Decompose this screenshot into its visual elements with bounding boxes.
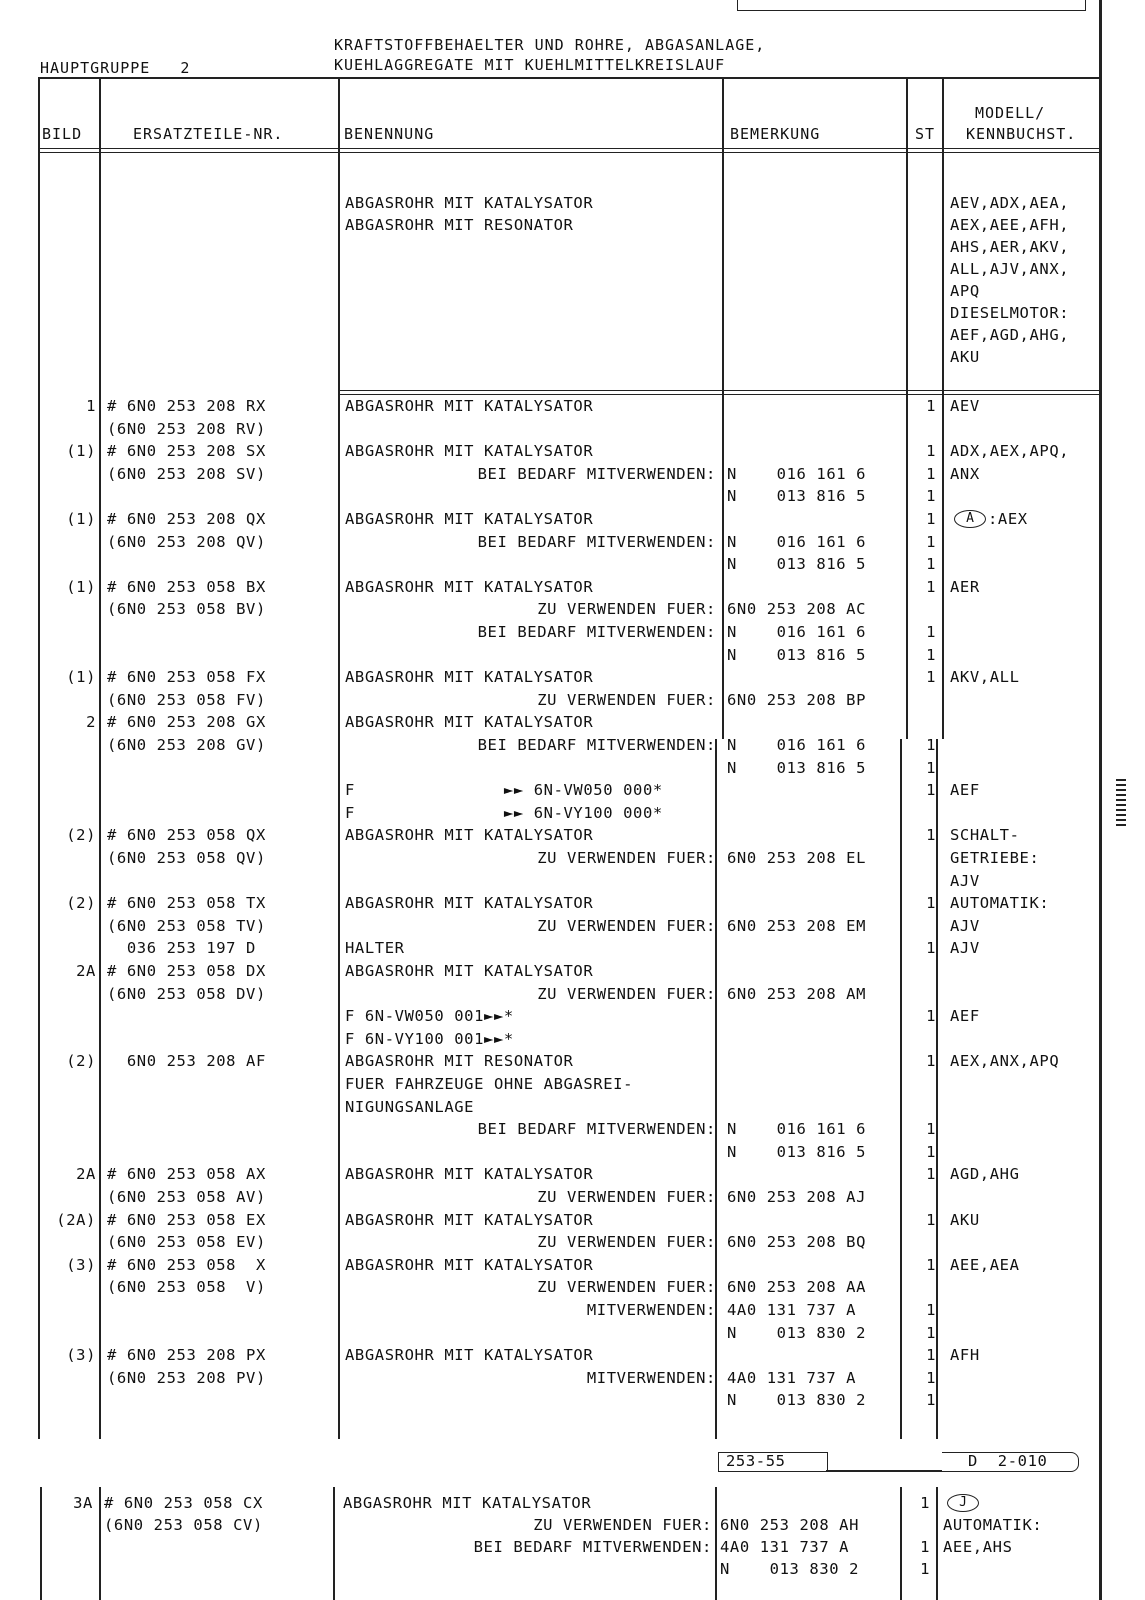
col-bild-header: BILD [42,125,83,143]
row-benennung: FUER FAHRZEUGE OHNE ABGASREI- [345,1075,634,1093]
row-st: 1 [926,758,936,777]
row-st: 1 [926,510,936,528]
row-modell: AJV [950,916,980,935]
row-st: 1 [926,1301,936,1319]
row-benennung: ABGASROHR MIT KATALYSATOR [345,577,594,596]
row-benennung: ABGASROHR MIT KATALYSATOR [345,668,594,687]
row-part-number: # 6N0 253 058 FX [107,668,266,687]
row-benennung: ABGASROHR MIT KATALYSATOR [345,442,594,461]
row-bemerkung: N 013 816 5 [727,645,867,664]
row-benennung: ABGASROHR MIT KATALYSATOR [345,1346,594,1365]
intro-modell: APQ [950,282,980,300]
row-modell: AEX,ANX,APQ [950,1052,1060,1071]
row-st: 1 [926,555,936,574]
row-bemerkung: 6N0 253 208 AH [720,1516,860,1534]
row-bemerkung: N 013 830 2 [720,1560,860,1578]
row-st: 1 [920,1560,930,1578]
row-modell: AKV,ALL [950,668,1020,687]
row-bild: 2 [86,713,96,732]
row-bemerkung: 6N0 253 208 AM [727,984,867,1003]
row-benennung: ZU VERWENDEN FUER: [537,1188,716,1206]
row-bemerkung: 6N0 253 208 EM [727,916,867,935]
row-st: 1 [926,1007,936,1026]
row-benennung: BEI BEDARF MITVERWENDEN: [477,464,716,483]
title-line-2: KUEHLAGGREGATE MIT KUEHLMITTELKREISLAUF [334,56,726,74]
row-modell: ADX,AEX,APQ, [950,442,1070,461]
row-bemerkung: N 016 161 6 [727,736,867,754]
intro-modell: AEF,AGD,AHG, [950,326,1070,344]
row-part-number: (6N0 253 058 V) [107,1278,266,1297]
row-part-number: (6N0 253 058 CV) [104,1516,263,1534]
row-st: 1 [926,668,936,687]
row-st: 1 [926,487,936,506]
row-st: 1 [926,623,936,641]
row-bild: (3) [66,1346,96,1365]
row-part-number: # 6N0 253 208 RX [107,397,266,415]
intro-modell: AEV,ADX,AEA, [950,194,1070,212]
row-bemerkung: N 013 816 5 [727,487,867,506]
row-modell: AEE,AHS [943,1538,1013,1556]
row-modell: AEE,AEA [950,1255,1020,1274]
row-st: 1 [926,645,936,664]
row-benennung: ZU VERWENDEN FUER: [537,1233,716,1252]
row-benennung: BEI BEDARF MITVERWENDEN: [477,1120,716,1139]
row-st: 1 [926,939,936,958]
intro-double-line [338,390,1100,395]
row-modell: AJV [950,871,980,890]
row-st: 1 [926,532,936,551]
row-benennung: ZU VERWENDEN FUER: [537,600,716,619]
row-bemerkung: 6N0 253 208 AJ [727,1188,867,1206]
row-benennung: ABGASROHR MIT KATALYSATOR [345,962,594,980]
top-corner-box [737,0,1086,11]
row-modell: AER [950,577,980,596]
row-modell: AUTOMATIK: [950,894,1050,913]
row-st: 1 [926,1120,936,1139]
row-st: 1 [926,464,936,483]
row-benennung: ABGASROHR MIT KATALYSATOR [345,510,594,528]
row-part-number: (6N0 253 058 AV) [107,1188,266,1206]
row-bild: (1) [66,510,96,528]
row-bemerkung: N 013 830 2 [727,1323,867,1342]
row-benennung: ABGASROHR MIT KATALYSATOR [345,1165,594,1184]
row-bild: (2) [66,1052,96,1071]
intro-modell: DIESELMOTOR: [950,304,1070,322]
row-benennung: BEI BEDARF MITVERWENDEN: [477,736,716,754]
row-bild: (1) [66,442,96,461]
footer-ref: 253-55 [726,1452,786,1470]
row-bemerkung: N 013 816 5 [727,758,867,777]
row-part-number: (6N0 253 058 BV) [107,600,266,619]
col-teilenr-header: ERSATZTEILE-NR. [133,125,284,143]
col-modell-header-1: MODELL/ [975,104,1046,122]
row-st: 1 [926,894,936,913]
row-modell: AJV [950,939,980,958]
row-benennung: HALTER [345,939,405,958]
row-bemerkung: 6N0 253 208 EL [727,849,867,867]
row-st: 1 [926,1346,936,1365]
row-bild: (1) [66,577,96,596]
binding-edge [1116,776,1126,826]
footer-line [826,1470,942,1472]
intro-benennung: ABGASROHR MIT KATALYSATOR [345,194,594,212]
row-bemerkung: N 016 161 6 [727,623,867,641]
header-top-line [38,77,1100,79]
row-benennung: ABGASROHR MIT KATALYSATOR [345,894,594,913]
row-benennung: BEI BEDARF MITVERWENDEN: [477,623,716,641]
row-modell: AGD,AHG [950,1165,1020,1184]
row-st: 1 [926,736,936,754]
row-benennung: ABGASROHR MIT KATALYSATOR [345,826,594,845]
row-st: 1 [926,397,936,415]
row-bemerkung: N 016 161 6 [727,464,867,483]
col-bemerkung-header: BEMERKUNG [730,125,821,143]
row-part-number: (6N0 253 058 FV) [107,690,266,709]
row-benennung: ZU VERWENDEN FUER: [533,1516,712,1534]
row-modell: AFH [950,1346,980,1365]
row-st: 1 [926,1142,936,1161]
row-modell: :AEX [988,510,1028,528]
row-part-number: # 6N0 253 208 GX [107,713,266,732]
row-bild: (2A) [56,1210,96,1229]
row-benennung: F 6N-VY100 001►►* [345,1029,514,1048]
row-benennung: ZU VERWENDEN FUER: [537,849,716,867]
row-part-number: (6N0 253 208 QV) [107,532,266,551]
row-bild: 1 [86,397,96,415]
row-bemerkung: 6N0 253 208 BP [727,690,867,709]
row-part-number: # 6N0 253 058 DX [107,962,266,980]
row-part-number: # 6N0 253 058 X [107,1255,266,1274]
row-part-number: (6N0 253 058 QV) [107,849,266,867]
row-st: 1 [926,1391,936,1410]
row-bild: (2) [66,826,96,845]
divider-st-2 [936,739,938,1439]
row-st: 1 [926,577,936,596]
row-bemerkung: N 013 816 5 [727,1142,867,1161]
row-part-number: # 6N0 253 208 SX [107,442,266,461]
row-part-number: (6N0 253 208 GV) [107,736,266,754]
row-bemerkung: N 013 830 2 [727,1391,867,1410]
row-modell: GETRIEBE: [950,849,1040,867]
row-part-number: (6N0 253 208 SV) [107,464,266,483]
row-bild: 3A [73,1494,93,1512]
row-bemerkung: 4A0 131 737 A [727,1301,857,1319]
row-bemerkung: 4A0 131 737 A [727,1368,857,1387]
hauptgruppe-label: HAUPTGRUPPE 2 [40,59,191,77]
row-bemerkung: 4A0 131 737 A [720,1538,850,1556]
row-bemerkung: N 016 161 6 [727,1120,867,1139]
intro-modell: AHS,AER,AKV, [950,238,1070,256]
col-st-header: ST [915,125,936,143]
row-st: 1 [926,1165,936,1184]
circled-letter: A [954,510,986,528]
row-st: 1 [926,1255,936,1274]
row-part-number: # 6N0 253 058 QX [107,826,266,845]
row-benennung: BEI BEDARF MITVERWENDEN: [473,1538,712,1556]
footer-page: D 2-010 [968,1452,1048,1470]
divider-st [942,77,944,739]
row-st: 1 [926,1368,936,1387]
row-part-number: (6N0 253 208 RV) [107,419,266,438]
row-part-number: (6N0 253 208 PV) [107,1368,266,1387]
row-part-number: # 6N0 253 208 PX [107,1346,266,1365]
row-st: 1 [926,1210,936,1229]
row-bild: (3) [66,1255,96,1274]
row-part-number: 6N0 253 208 AF [107,1052,266,1071]
page-right-border [1099,0,1102,1600]
row-benennung: ZU VERWENDEN FUER: [537,690,716,709]
row-part-number: # 6N0 253 208 QX [107,510,266,528]
row-benennung: ABGASROHR MIT KATALYSATOR [343,1494,592,1512]
row-bemerkung: 6N0 253 208 AA [727,1278,867,1297]
circled-letter: J [947,1494,979,1512]
row-part-number: # 6N0 253 058 BX [107,577,266,596]
row-bild: (2) [66,894,96,913]
row-st: 1 [926,826,936,845]
row-part-number: (6N0 253 058 EV) [107,1233,266,1252]
row-benennung: F ►► 6N-VY100 000* [345,803,663,822]
row-modell: AEF [950,1007,980,1026]
row-benennung: ABGASROHR MIT KATALYSATOR [345,713,594,732]
row-bemerkung: N 013 816 5 [727,555,867,574]
row-bemerkung: 6N0 253 208 AC [727,600,867,619]
row-benennung: ABGASROHR MIT KATALYSATOR [345,1210,594,1229]
header-double-line [38,148,1100,153]
row-bemerkung: 6N0 253 208 BQ [727,1233,867,1252]
col-modell-header-2: KENNBUCHST. [966,125,1077,143]
row-modell: AEF [950,781,980,800]
intro-benennung: ABGASROHR MIT RESONATOR [345,216,574,234]
row-modell: SCHALT- [950,826,1020,845]
row-bemerkung: N 016 161 6 [727,532,867,551]
row-benennung: F 6N-VW050 001►►* [345,1007,514,1026]
row-bild: 2A [76,1165,96,1184]
row-st: 1 [926,1323,936,1342]
row-part-number: (6N0 253 058 DV) [107,984,266,1003]
row-modell: AKU [950,1210,980,1229]
bottom-divider-st [936,1487,938,1600]
row-benennung: ABGASROHR MIT KATALYSATOR [345,397,594,415]
row-benennung: ZU VERWENDEN FUER: [537,984,716,1003]
row-part-number: # 6N0 253 058 EX [107,1210,266,1229]
row-bild: (1) [66,668,96,687]
row-benennung: MITVERWENDEN: [586,1368,716,1387]
row-modell: ANX [950,464,980,483]
row-benennung: ABGASROHR MIT KATALYSATOR [345,1255,594,1274]
row-benennung: MITVERWENDEN: [586,1301,716,1319]
row-modell: AEV [950,397,980,415]
row-benennung: BEI BEDARF MITVERWENDEN: [477,532,716,551]
row-benennung: ZU VERWENDEN FUER: [537,1278,716,1297]
row-part-number: # 6N0 253 058 TX [107,894,266,913]
row-st: 1 [926,1052,936,1071]
row-modell: AUTOMATIK: [943,1516,1043,1534]
row-benennung: NIGUNGSANLAGE [345,1097,475,1116]
row-benennung: ABGASROHR MIT RESONATOR [345,1052,574,1071]
row-st: 1 [920,1538,930,1556]
row-benennung: ZU VERWENDEN FUER: [537,916,716,935]
row-part-number: (6N0 253 058 TV) [107,916,266,935]
intro-modell: ALL,AJV,ANX, [950,260,1070,278]
intro-modell: AEX,AEE,AFH, [950,216,1070,234]
row-part-number: # 6N0 253 058 AX [107,1165,266,1184]
row-benennung: F ►► 6N-VW050 000* [345,781,663,800]
col-benennung-header: BENENNUNG [344,125,435,143]
row-part-number: 036 253 197 D [107,939,256,958]
row-bild: 2A [76,962,96,980]
title-line-1: KRAFTSTOFFBEHAELTER UND ROHRE, ABGASANLAGE, [334,36,766,54]
row-st: 1 [920,1494,930,1512]
row-st: 1 [926,442,936,461]
row-part-number: # 6N0 253 058 CX [104,1494,263,1512]
intro-modell: AKU [950,348,980,366]
row-st: 1 [926,781,936,800]
